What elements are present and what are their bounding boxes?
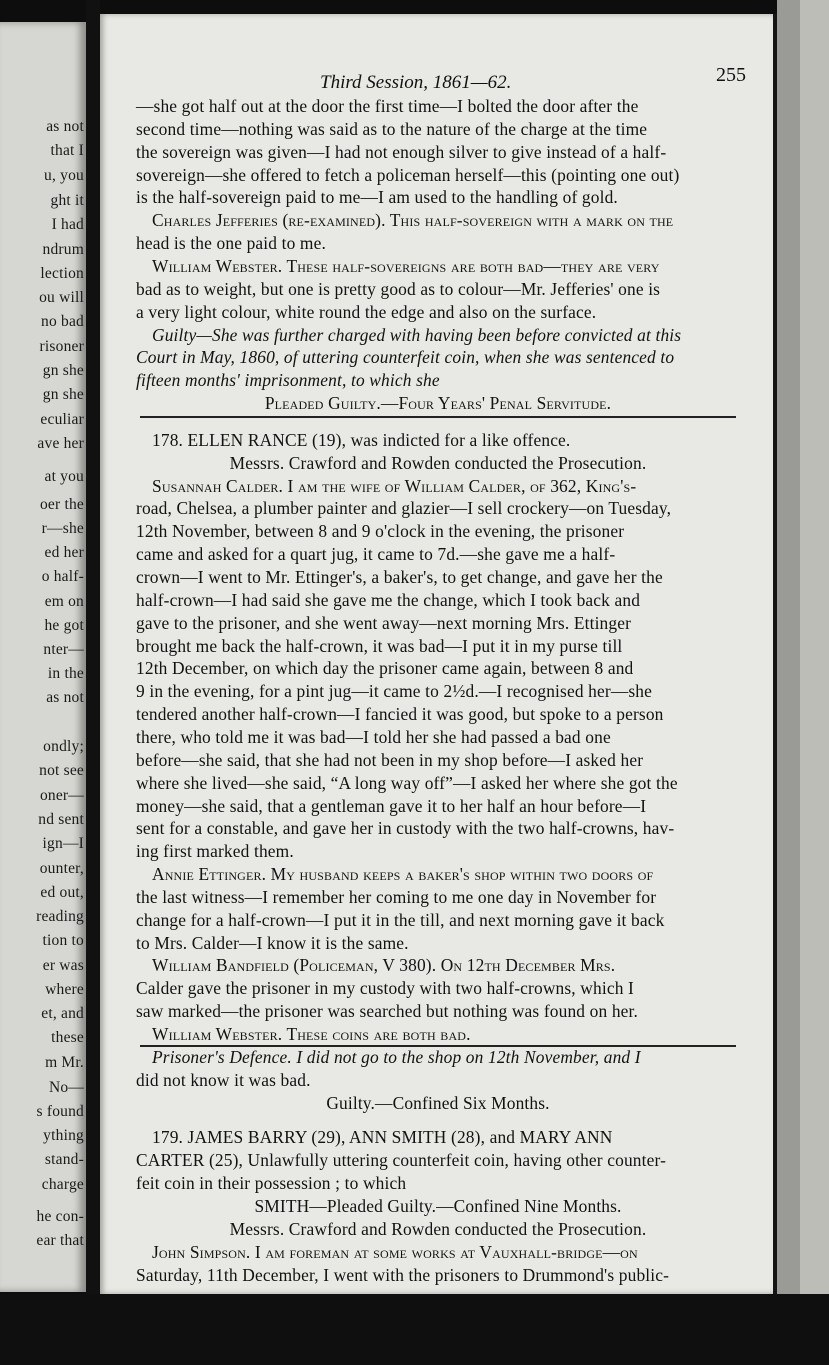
left-page-text-fragment: not see	[39, 762, 84, 779]
text-line: CARTER (25), Unlawfully uttering counterfeit coin, having other counter-	[136, 1150, 667, 1171]
left-page-text-fragment: ndrum	[42, 241, 84, 258]
left-page-text-fragment: ght it	[50, 192, 84, 209]
left-page-text-fragment: ed out,	[40, 884, 84, 901]
left-page-text-fragment: no bad	[41, 313, 84, 330]
left-page-text-fragment: he got	[44, 617, 84, 634]
page-header	[100, 64, 776, 94]
text-line: Calder gave the prisoner in my custody with two half-crowns, which I	[136, 978, 634, 999]
book-gutter	[86, 0, 100, 1365]
left-page-text-fragment: o half-	[41, 568, 84, 585]
left-page-text-fragment: lection	[40, 265, 84, 282]
left-page-text-fragment: risoner	[39, 338, 84, 355]
bottom-shadow	[0, 1294, 829, 1365]
text-line: second time—nothing was said as to the nature of the charge at the time	[136, 118, 648, 139]
left-page-text-fragment: as not	[46, 689, 84, 706]
left-page-text-fragment: stand-	[44, 1151, 84, 1168]
left-page-text-fragment: ed her	[44, 544, 84, 561]
left-page-text-fragment: gn she	[42, 362, 84, 379]
text-line: feit coin in their possession ; to which	[136, 1173, 407, 1194]
right-page	[100, 14, 776, 1294]
left-page-text-fragment: ave her	[37, 435, 84, 452]
left-page-text-fragment: gn she	[42, 386, 84, 403]
text-line: William Bandfield (Policeman, V 380). On 12th December Mrs.	[152, 955, 616, 976]
text-line: crown—I went to Mr. Ettinger's, a baker's, to get change, and gave her the	[136, 567, 663, 587]
left-page-text-fragment: eculiar	[40, 411, 84, 428]
left-page-text-fragment: as not	[46, 118, 84, 135]
text-line: Guilty—She was further charged with having been before convicted at this	[152, 324, 682, 345]
running-head: Third Session, 1861—62.	[320, 72, 512, 93]
left-page-text-fragment: reading	[36, 908, 84, 925]
text-line: a very light colour, white round the edge and also on the surface.	[136, 301, 597, 322]
text-line: ing first marked them.	[136, 841, 294, 862]
left-page-text-fragment: ything	[43, 1127, 84, 1144]
text-line: the last witness—I remember her coming to me one day in November for	[136, 886, 657, 907]
section-rule	[140, 416, 736, 418]
text-line: Prisoner's Defence. I did not go to the shop on 12th November, and I	[152, 1046, 641, 1067]
text-line: sovereign—she offered to fetch a policeman herself—this (pointing one out)	[136, 164, 680, 185]
text-line: John Simpson. I am foreman at some works at Vauxhall-bridge—on	[152, 1241, 638, 1262]
case-heading: 179. JAMES BARRY (29), ANN SMITH (28), and MARY ANN	[152, 1127, 613, 1148]
page-number: 255	[716, 64, 746, 86]
left-page-text-fragment: these	[51, 1029, 84, 1046]
text-line: Saturday, 11th December, I went with the prisoners to Drummond's public-	[136, 1264, 670, 1285]
text-line: is the half-sovereign paid to me—I am used to the handling of gold.	[136, 187, 618, 208]
left-page-text-fragment: et, and	[41, 1005, 84, 1022]
left-page-text-fragment: nd sent	[38, 811, 84, 828]
text-line: 12th November, between 8 and 9 o'clock in the evening, the prisoner	[136, 521, 625, 542]
left-page-text-fragment: m Mr.	[45, 1054, 84, 1071]
text-line: Charles Jefferies (re-examined). This half-sovereign with a mark on the	[152, 210, 674, 231]
text-line: Pleaded Guilty.—Four Years' Penal Servitude.	[264, 393, 612, 414]
left-page-text-fragment: ear that	[36, 1232, 84, 1249]
left-page-text-fragment: I had	[51, 216, 84, 233]
text-line: change for a half-crown—I put it in the till, and next morning gave it back	[136, 909, 665, 930]
text-line: before—she said, that she had not been in my shop before—I asked her	[136, 749, 644, 770]
text-line: William Webster. These half-sovereigns are both bad—they are very	[152, 255, 660, 276]
left-facing-page	[0, 22, 86, 1292]
text-line: where she lived—she said, “A long way off”—I asked her where she got the	[136, 772, 678, 793]
text-line: Court in May, 1860, of uttering counterfeit coin, when she was sentenced to	[136, 347, 675, 368]
text-line: 12th December, on which day the prisoner came again, between 8 and	[136, 658, 634, 679]
left-page-text-fragment: where	[45, 981, 84, 998]
background-edge	[800, 0, 829, 1365]
text-line: SMITH—Pleaded Guilty.—Confined Nine Months.	[254, 1195, 622, 1216]
text-line: half-crown—I had said she gave me the change, which I took back and	[136, 589, 641, 610]
text-line: saw marked—the prisoner was searched but nothing was found on her.	[136, 1001, 639, 1022]
left-page-text-fragment: charge	[41, 1176, 84, 1193]
left-page-text-fragment: u, you	[44, 167, 84, 184]
left-page-text-fragment: that I	[50, 142, 84, 159]
left-page-text-fragment: in the	[47, 665, 84, 682]
text-line: fifteen months' imprisonment, to which she	[136, 370, 440, 391]
left-page-text-fragment: tion to	[42, 932, 84, 949]
section-rule	[140, 1045, 736, 1047]
text-line: sent for a constable, and gave her in custody with the two half-crowns, hav-	[136, 818, 675, 839]
text-line: 9 in the evening, for a pint jug—it came to 2½d.—I recognised her—she	[136, 681, 652, 702]
text-line: bad as to weight, but one is pretty good as to colour—Mr. Jefferies' one is	[136, 278, 661, 299]
text-line: road, Chelsea, a plumber painter and glazier—I sell crockery—on Tuesday,	[136, 498, 672, 519]
left-page-text-fragment: ounter,	[39, 860, 84, 877]
left-page-text-fragment: ou will	[39, 289, 84, 306]
text-line: money—she said, that a gentleman gave it to her half an hour before—I	[136, 795, 647, 816]
left-page-text-fragment: at you	[44, 468, 84, 485]
left-page-text-fragment: No—	[48, 1079, 84, 1096]
text-line: came and asked for a quart jug, it came to 7d.—she gave me a half-	[136, 544, 616, 565]
text-line: Messrs. Crawford and Rowden conducted the Prosecution.	[229, 452, 647, 473]
left-page-text-fragment: oner—	[39, 787, 84, 804]
text-line: —she got half out at the door the first time—I bolted the door after the	[136, 96, 639, 116]
text-line: gave to the prisoner, and she went away—next morning Mrs. Ettinger	[136, 612, 632, 633]
text-line: Annie Ettinger. My husband keeps a baker's shop within two doors of	[152, 864, 654, 885]
left-page-text-fragment: ondly;	[43, 738, 84, 755]
text-line: to Mrs. Calder—I know it is the same.	[136, 932, 409, 953]
case-heading: 178. ELLEN RANCE (19), was indicted for a like offence.	[152, 429, 571, 450]
left-page-text-fragment: oer the	[39, 496, 84, 513]
left-page-text-fragment: nter—	[43, 641, 84, 658]
text-line: the sovereign was given—I had not enough silver to give instead of a half-	[136, 141, 667, 162]
left-page-text-fragment: s found	[36, 1103, 84, 1120]
text-line: tendered another half-crown—I fancied it was good, but spoke to a person	[136, 704, 664, 725]
left-page-text-fragment: r—she	[41, 520, 84, 537]
left-page-text-fragment: ign—I	[42, 835, 84, 852]
text-line: brought me back the half-crown, it was bad—I put it in my purse till	[136, 635, 623, 656]
text-line: Guilty.—Confined Six Months.	[326, 1092, 550, 1113]
text-line: Messrs. Crawford and Rowden conducted the Prosecution.	[229, 1218, 647, 1239]
text-line: did not know it was bad.	[136, 1069, 311, 1090]
text-line: head is the one paid to me.	[136, 233, 326, 254]
left-page-text-fragment: em on	[44, 593, 84, 610]
text-line: William Webster. These coins are both bad.	[152, 1024, 471, 1044]
left-page-text-fragment: he con-	[36, 1208, 84, 1225]
text-line: Susannah Calder. I am the wife of William Calder, of 362, King's-	[152, 475, 637, 496]
text-line: there, who told me it was bad—I told her she had passed a bad one	[136, 726, 611, 747]
left-page-text-fragment: er was	[42, 957, 84, 974]
